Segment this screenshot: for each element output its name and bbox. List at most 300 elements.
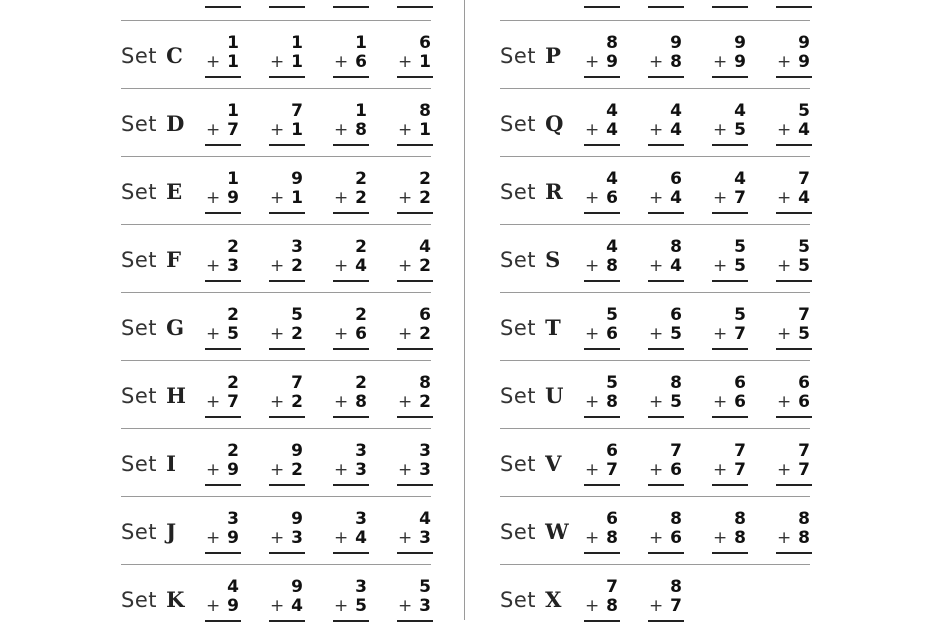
addend-top: 9	[291, 441, 303, 461]
plus-sign: +	[334, 256, 349, 276]
set-row	[121, 496, 431, 564]
set-letter: K	[166, 587, 185, 612]
plus-sign: +	[649, 120, 664, 140]
answer-line	[584, 348, 620, 350]
set-row	[500, 360, 810, 428]
answer-line	[648, 552, 684, 554]
addition-problem	[397, 102, 433, 146]
set-label	[121, 383, 187, 408]
answer-line	[333, 280, 369, 282]
plus-sign: +	[334, 460, 349, 480]
addend-bottom: 1	[291, 52, 303, 72]
addend-bottom: 9	[227, 596, 239, 616]
plus-sign: +	[270, 460, 285, 480]
addition-problem	[584, 578, 620, 622]
addition-problem	[584, 510, 620, 554]
addend-bottom: 7	[734, 188, 746, 208]
plus-sign: +	[398, 392, 413, 412]
addend-top: 7	[798, 305, 810, 325]
addition-problem	[205, 442, 241, 486]
set-prefix: Set	[500, 180, 536, 204]
answer-line	[205, 6, 241, 8]
addend-top: 5	[606, 373, 618, 393]
plus-sign: +	[206, 460, 221, 480]
plus-sign: +	[777, 324, 792, 344]
addend-bottom: 4	[798, 188, 810, 208]
answer-line	[584, 552, 620, 554]
addition-problem	[648, 578, 684, 622]
plus-sign: +	[649, 256, 664, 276]
addend-top: 8	[670, 577, 682, 597]
answer-line	[333, 552, 369, 554]
answer-line	[712, 348, 748, 350]
plus-sign: +	[398, 120, 413, 140]
addend-bottom: 8	[798, 528, 810, 548]
addend-bottom: 4	[355, 528, 367, 548]
addend-top: 6	[419, 33, 431, 53]
addition-problem	[648, 170, 684, 214]
set-row	[500, 156, 810, 224]
addend-top: 6	[670, 169, 682, 189]
addend-top: 7	[291, 373, 303, 393]
addend-top: 2	[355, 373, 367, 393]
plus-sign: +	[270, 392, 285, 412]
plus-sign: +	[713, 120, 728, 140]
set-label	[500, 383, 564, 408]
addend-bottom: 2	[419, 188, 431, 208]
addend-top: 1	[355, 101, 367, 121]
addend-top: 2	[355, 237, 367, 257]
answer-line	[648, 212, 684, 214]
plus-sign: +	[334, 596, 349, 616]
set-row	[121, 360, 431, 428]
addition-problem	[712, 306, 748, 350]
addend-top: 7	[606, 577, 618, 597]
addend-top: 6	[798, 373, 810, 393]
addition-problem	[584, 306, 620, 350]
plus-sign: +	[585, 596, 600, 616]
addend-top: 8	[798, 509, 810, 529]
addend-bottom: 1	[419, 52, 431, 72]
addition-problem	[776, 102, 812, 146]
answer-line	[712, 76, 748, 78]
answer-line	[712, 416, 748, 418]
plus-sign: +	[649, 324, 664, 344]
addend-bottom: 3	[419, 460, 431, 480]
addend-bottom: 5	[670, 324, 682, 344]
addition-problem	[333, 442, 369, 486]
plus-sign: +	[777, 52, 792, 72]
addend-bottom: 2	[291, 256, 303, 276]
addend-top: 1	[227, 33, 239, 53]
addend-bottom: 6	[355, 324, 367, 344]
answer-line	[205, 484, 241, 486]
set-letter: F	[166, 247, 182, 272]
addend-top: 2	[419, 169, 431, 189]
addition-problem	[712, 442, 748, 486]
addend-top: 4	[606, 101, 618, 121]
addition-problem	[397, 170, 433, 214]
addend-bottom: 2	[355, 188, 367, 208]
addition-problem	[584, 170, 620, 214]
addend-bottom: 6	[670, 528, 682, 548]
addend-bottom: 8	[606, 256, 618, 276]
plus-sign: +	[398, 188, 413, 208]
addend-bottom: 6	[606, 188, 618, 208]
plus-sign: +	[334, 188, 349, 208]
addition-problem	[333, 170, 369, 214]
addition-problem	[397, 510, 433, 554]
addend-bottom: 2	[419, 392, 431, 412]
addend-bottom: 6	[355, 52, 367, 72]
plus-sign: +	[777, 188, 792, 208]
plus-sign: +	[713, 52, 728, 72]
plus-sign: +	[334, 120, 349, 140]
answer-line	[776, 348, 812, 350]
addend-bottom: 2	[291, 324, 303, 344]
addend-bottom: 8	[355, 120, 367, 140]
addition-problem	[712, 102, 748, 146]
addend-bottom: 8	[355, 392, 367, 412]
addend-top: 4	[734, 169, 746, 189]
answer-line	[269, 348, 305, 350]
addition-problem	[584, 374, 620, 418]
plus-sign: +	[270, 528, 285, 548]
plus-sign: +	[270, 596, 285, 616]
set-label	[121, 43, 183, 68]
set-prefix: Set	[121, 452, 157, 476]
addition-problem	[333, 306, 369, 350]
plus-sign: +	[398, 596, 413, 616]
answer-line	[648, 144, 684, 146]
addition-problem	[648, 442, 684, 486]
addition-problem	[205, 578, 241, 622]
worksheet-column-right	[500, 0, 810, 620]
set-prefix: Set	[500, 112, 536, 136]
set-letter: E	[166, 179, 183, 204]
plus-sign: +	[585, 392, 600, 412]
set-letter: V	[545, 451, 562, 476]
addend-top: 1	[227, 101, 239, 121]
addend-bottom: 5	[670, 392, 682, 412]
addition-problem	[269, 510, 305, 554]
addition-problem	[712, 510, 748, 554]
answer-line	[397, 280, 433, 282]
addend-top: 2	[355, 169, 367, 189]
addition-problem	[776, 238, 812, 282]
addend-top: 3	[355, 577, 367, 597]
plus-sign: +	[649, 188, 664, 208]
answer-line	[648, 484, 684, 486]
addend-top: 4	[670, 101, 682, 121]
plus-sign: +	[649, 52, 664, 72]
addition-problem	[333, 34, 369, 78]
answer-line	[712, 484, 748, 486]
set-prefix: Set	[500, 384, 536, 408]
addend-top: 3	[355, 509, 367, 529]
addend-top: 5	[798, 237, 810, 257]
addend-top: 1	[291, 33, 303, 53]
set-row	[121, 564, 431, 632]
addition-problem	[333, 578, 369, 622]
addend-bottom: 8	[606, 392, 618, 412]
answer-line	[584, 144, 620, 146]
addition-problem	[205, 102, 241, 146]
addend-bottom: 2	[291, 460, 303, 480]
addend-bottom: 4	[798, 120, 810, 140]
addition-problem	[584, 34, 620, 78]
addend-top: 8	[670, 237, 682, 257]
addend-top: 9	[291, 169, 303, 189]
set-prefix: Set	[500, 248, 536, 272]
addition-problem	[269, 170, 305, 214]
addition-problem	[205, 170, 241, 214]
addition-problem	[333, 510, 369, 554]
answer-line	[397, 212, 433, 214]
addend-top: 8	[419, 373, 431, 393]
plus-sign: +	[585, 52, 600, 72]
addend-bottom: 9	[606, 52, 618, 72]
set-prefix: Set	[500, 316, 536, 340]
set-prefix: Set	[121, 316, 157, 340]
answer-line	[584, 620, 620, 622]
addend-top: 9	[291, 509, 303, 529]
answer-line	[269, 76, 305, 78]
addend-bottom: 6	[734, 392, 746, 412]
answer-line	[776, 484, 812, 486]
addition-problem	[205, 374, 241, 418]
addend-bottom: 7	[734, 324, 746, 344]
answer-line	[776, 280, 812, 282]
addend-top: 4	[734, 101, 746, 121]
addend-top: 2	[227, 305, 239, 325]
addend-bottom: 9	[734, 52, 746, 72]
addition-problem	[712, 34, 748, 78]
addend-top: 4	[227, 577, 239, 597]
answer-line	[397, 416, 433, 418]
answer-line	[648, 280, 684, 282]
addend-bottom: 1	[419, 120, 431, 140]
set-row	[500, 88, 810, 156]
plus-sign: +	[206, 188, 221, 208]
set-label	[121, 451, 177, 476]
plus-sign: +	[585, 528, 600, 548]
set-prefix: Set	[121, 588, 157, 612]
set-label	[500, 179, 563, 204]
answer-line	[333, 144, 369, 146]
plus-sign: +	[334, 528, 349, 548]
set-letter: U	[545, 383, 564, 408]
answer-line	[776, 76, 812, 78]
set-prefix: Set	[121, 112, 157, 136]
set-prefix: Set	[121, 520, 157, 544]
set-row	[121, 156, 431, 224]
set-letter: S	[545, 247, 561, 272]
addition-problem	[205, 306, 241, 350]
addition-problem	[397, 238, 433, 282]
addend-top: 6	[419, 305, 431, 325]
answer-line	[397, 76, 433, 78]
answer-line	[397, 144, 433, 146]
addend-bottom: 7	[798, 460, 810, 480]
set-label	[500, 43, 561, 68]
plus-sign: +	[270, 120, 285, 140]
set-letter: H	[166, 383, 187, 408]
set-row	[121, 88, 431, 156]
plus-sign: +	[398, 460, 413, 480]
set-prefix: Set	[121, 248, 157, 272]
addition-problem	[269, 34, 305, 78]
addition-problem	[333, 102, 369, 146]
addend-bottom: 2	[419, 256, 431, 276]
addend-bottom: 4	[291, 596, 303, 616]
addend-top: 5	[734, 305, 746, 325]
addition-problem	[712, 238, 748, 282]
addend-top: 4	[606, 237, 618, 257]
set-row	[500, 428, 810, 496]
addend-top: 4	[419, 509, 431, 529]
answer-line	[397, 484, 433, 486]
addend-top: 6	[606, 509, 618, 529]
set-label	[121, 315, 185, 340]
addend-bottom: 2	[291, 392, 303, 412]
addition-problem	[269, 306, 305, 350]
addend-top: 7	[798, 441, 810, 461]
addend-bottom: 4	[670, 120, 682, 140]
plus-sign: +	[649, 596, 664, 616]
addend-bottom: 3	[419, 596, 431, 616]
answer-line	[648, 6, 684, 8]
addend-bottom: 8	[606, 528, 618, 548]
set-label	[121, 519, 177, 544]
addend-top: 8	[734, 509, 746, 529]
addition-problem	[397, 34, 433, 78]
answer-line	[584, 76, 620, 78]
addition-problem	[648, 34, 684, 78]
set-row	[500, 496, 810, 564]
addend-top: 2	[355, 305, 367, 325]
set-label	[121, 179, 183, 204]
addend-top: 8	[670, 509, 682, 529]
set-prefix: Set	[121, 44, 157, 68]
plus-sign: +	[206, 324, 221, 344]
set-prefix: Set	[500, 520, 536, 544]
answer-line	[205, 76, 241, 78]
addend-top: 4	[606, 169, 618, 189]
set-letter: W	[545, 519, 570, 544]
addition-problem	[776, 34, 812, 78]
addend-bottom: 9	[227, 528, 239, 548]
answer-line	[648, 620, 684, 622]
set-label	[500, 451, 562, 476]
addend-bottom: 1	[291, 188, 303, 208]
answer-line	[333, 76, 369, 78]
addend-bottom: 7	[734, 460, 746, 480]
addend-top: 6	[606, 441, 618, 461]
addend-top: 9	[291, 577, 303, 597]
plus-sign: +	[649, 392, 664, 412]
answer-line	[269, 620, 305, 622]
answer-line	[269, 280, 305, 282]
plus-sign: +	[713, 460, 728, 480]
answer-line	[269, 416, 305, 418]
addend-top: 5	[606, 305, 618, 325]
set-prefix: Set	[500, 452, 536, 476]
answer-line	[333, 620, 369, 622]
addend-top: 9	[734, 33, 746, 53]
answer-line	[584, 280, 620, 282]
answer-line	[648, 416, 684, 418]
answer-line	[397, 620, 433, 622]
addend-top: 8	[670, 373, 682, 393]
addition-problem	[333, 238, 369, 282]
plus-sign: +	[713, 324, 728, 344]
answer-line	[584, 484, 620, 486]
plus-sign: +	[585, 188, 600, 208]
addend-bottom: 9	[227, 460, 239, 480]
set-label	[500, 315, 561, 340]
addition-problem	[776, 374, 812, 418]
addend-top: 8	[419, 101, 431, 121]
addend-bottom: 4	[670, 188, 682, 208]
plus-sign: +	[334, 52, 349, 72]
addition-problem	[397, 442, 433, 486]
addition-problem	[648, 238, 684, 282]
answer-line	[205, 620, 241, 622]
plus-sign: +	[398, 528, 413, 548]
addend-bottom: 7	[606, 460, 618, 480]
set-label	[121, 587, 185, 612]
set-row	[121, 20, 431, 88]
answer-line	[205, 348, 241, 350]
addition-problem	[584, 442, 620, 486]
addend-bottom: 7	[227, 392, 239, 412]
addend-bottom: 7	[670, 596, 682, 616]
plus-sign: +	[206, 392, 221, 412]
addition-problem	[269, 578, 305, 622]
addend-bottom: 7	[227, 120, 239, 140]
set-row	[500, 292, 810, 360]
set-letter: T	[545, 315, 562, 340]
addition-problem	[205, 238, 241, 282]
plus-sign: +	[270, 52, 285, 72]
plus-sign: +	[334, 324, 349, 344]
plus-sign: +	[334, 392, 349, 412]
answer-line	[205, 144, 241, 146]
plus-sign: +	[270, 188, 285, 208]
addend-top: 7	[798, 169, 810, 189]
plus-sign: +	[398, 256, 413, 276]
plus-sign: +	[206, 528, 221, 548]
addend-top: 3	[355, 441, 367, 461]
addend-top: 1	[355, 33, 367, 53]
answer-line	[648, 76, 684, 78]
addend-top: 5	[798, 101, 810, 121]
addition-problem	[205, 34, 241, 78]
addition-problem	[269, 442, 305, 486]
answer-line	[584, 212, 620, 214]
answer-line	[712, 6, 748, 8]
answer-line	[776, 6, 812, 8]
addend-top: 6	[670, 305, 682, 325]
plus-sign: +	[777, 392, 792, 412]
plus-sign: +	[713, 188, 728, 208]
addition-problem	[776, 170, 812, 214]
answer-line	[333, 212, 369, 214]
addition-problem	[205, 510, 241, 554]
addend-top: 2	[227, 373, 239, 393]
addend-bottom: 8	[606, 596, 618, 616]
